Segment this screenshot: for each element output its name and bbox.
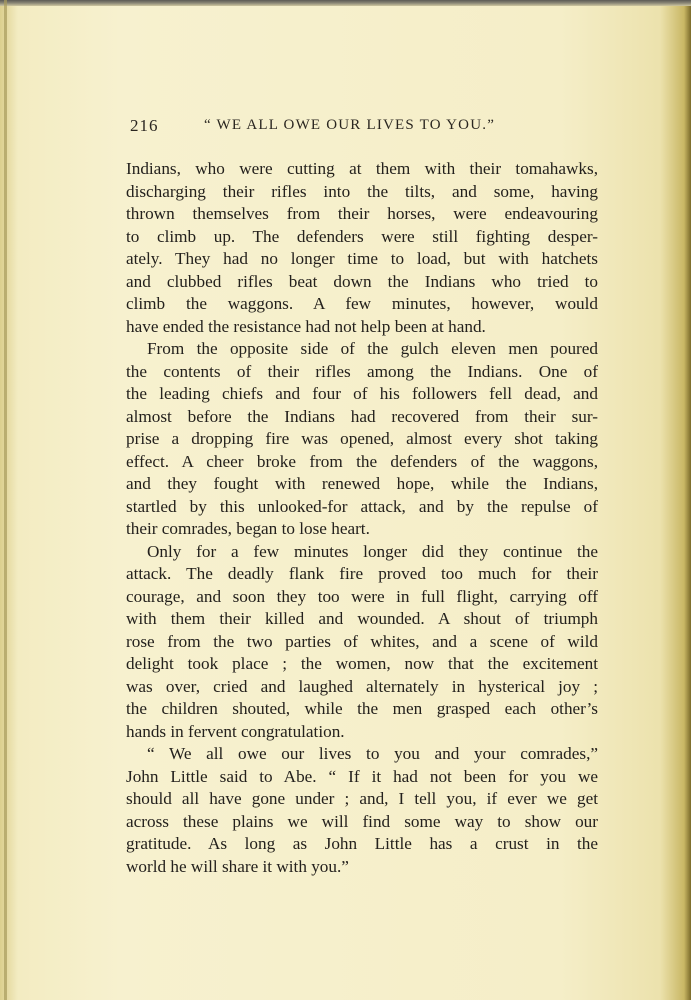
text-line: should all have gone under ; and, I tell you, if ever we get (126, 789, 598, 808)
running-head: “ WE ALL OWE OUR LIVES TO YOU.” (204, 117, 496, 133)
text-line: was over, cried and laughed alternately in hysterical joy ; (126, 676, 598, 696)
text-line: Indians, who were cutting at them with their tomahawks, (126, 159, 598, 178)
text-line: discharging their rifles into the tilts, and some, having (126, 181, 598, 201)
paragraph (126, 743, 598, 878)
paragraph (126, 158, 598, 338)
text-line: have ended the resistance had not help been at hand. (126, 316, 486, 336)
text-line: with them their killed and wounded. A shout of triumph (126, 609, 598, 628)
top-edge-rule (0, 0, 691, 6)
text-line: the contents of their rifles among the Indians. One of (126, 361, 598, 381)
paragraph (126, 541, 598, 744)
text-line: courage, and soon they too were in full flight, carrying off (126, 586, 598, 606)
text-line: attack. The deadly flank fire proved too much for their (126, 564, 598, 583)
text-line: almost before the Indians had recovered from their sur- (126, 406, 598, 426)
body-text (126, 158, 598, 878)
text-line: climb the waggons. A few minutes, however, would (126, 294, 598, 313)
text-line: rose from the two parties of whites, and a scene of wild (126, 631, 598, 651)
text-line: ately. They had no longer time to load, but with hatchets (126, 249, 598, 268)
text-line: their comrades, began to lose heart. (126, 519, 370, 538)
text-line: delight took place ; the women, now that the excitement (126, 654, 598, 673)
text-line: gratitude. As long as John Little has a crust in the (126, 834, 598, 853)
text-line: across these plains we will find some way to show our (126, 811, 598, 831)
text-line: Only for a few minutes longer did they continue the (147, 541, 598, 561)
page-number: 216 (130, 116, 159, 135)
text-line: prise a dropping fire was opened, almost every shot taking (126, 429, 598, 448)
text-line: thrown themselves from their horses, were endeavouring (126, 204, 598, 223)
text-line: John Little said to Abe. “ If it had not been for you we (126, 766, 598, 786)
page-header (130, 116, 600, 138)
text-line: From the opposite side of the gulch eleven men poured (147, 339, 598, 358)
text-line: effect. A cheer broke from the defenders of the waggons, (126, 451, 598, 471)
text-line: and clubbed rifles beat down the Indians who tried to (126, 271, 598, 291)
text-line: world he will share it with you.” (126, 856, 349, 876)
text-line: to climb up. The defenders were still fighting desper- (126, 226, 598, 246)
text-line: hands in fervent congratulation. (126, 721, 345, 741)
text-line: startled by this unlooked-for attack, and by the repulse of (126, 496, 598, 516)
text-line: the children shouted, while the men grasped each other’s (126, 699, 598, 718)
text-line: “ We all owe our lives to you and your comrades,” (147, 744, 598, 763)
paragraph (126, 338, 598, 541)
text-line: the leading chiefs and four of his followers fell dead, and (126, 384, 598, 403)
left-edge-rule (4, 0, 7, 1000)
text-line: and they fought with renewed hope, while the Indians, (126, 474, 598, 493)
